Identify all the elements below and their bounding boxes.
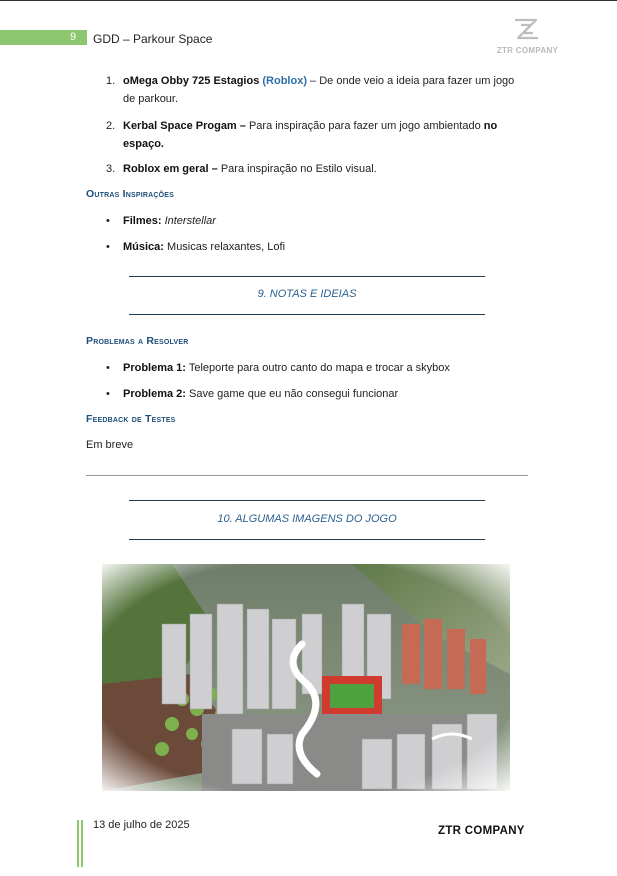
section-rule-top <box>129 276 485 277</box>
feedback-text: Em breve <box>86 439 134 451</box>
list-item-bold: oMega Obby 725 Estagios <box>123 75 260 87</box>
item-value: Teleporte para outro canto do mapa e trocar a skybox <box>188 362 450 374</box>
list-item <box>106 160 526 178</box>
section-rule-bottom <box>129 314 485 315</box>
top-rule <box>0 0 617 1</box>
page-number: 9 <box>70 31 77 43</box>
ztr-logo-icon <box>490 16 565 46</box>
item-value: Interstellar <box>164 215 216 227</box>
logo-text: ZTR COMPANY <box>496 46 559 55</box>
list-item-rest: Para inspiração no Estilo visual. <box>217 163 377 175</box>
roblox-link[interactable]: (Roblox) <box>262 75 307 87</box>
footer-company: ZTR COMPANY <box>438 825 525 837</box>
bullet-icon: • <box>106 362 110 374</box>
bullet-icon: • <box>106 241 110 253</box>
list-item-rest: Para inspiração para fazer um jogo ambientado <box>245 120 484 132</box>
feedback-heading: Feedback de Testes <box>86 413 176 425</box>
list-item-text <box>123 72 528 108</box>
company-logo <box>490 16 565 60</box>
item-label: Filmes: <box>123 215 162 227</box>
list-item <box>106 72 526 108</box>
item-label: Música: <box>123 241 164 253</box>
section-9-title: 9. NOTAS E IDEIAS <box>257 288 357 300</box>
list-item-text <box>123 117 528 153</box>
list-item-rest: – De onde veio a ideia para fazer um jogo de parkour. <box>123 75 515 105</box>
list-number: 3. <box>106 163 116 175</box>
item-value: Save game que eu não consegui funcionar <box>189 388 399 400</box>
list-item-bold: Roblox em geral – <box>123 163 218 175</box>
footer-date: 13 de julho de 2025 <box>93 819 190 831</box>
footer-accent-bars <box>77 820 85 867</box>
bullet-icon: • <box>106 388 110 400</box>
section-rule-bottom <box>129 539 485 540</box>
list-item-text <box>123 160 528 178</box>
list-item <box>106 117 526 153</box>
problemas-heading: Problemas a Resolver <box>86 335 189 347</box>
section-rule-top <box>129 500 485 501</box>
game-screenshot <box>102 564 510 791</box>
item-value: Musicas relaxantes, Lofi <box>167 241 286 253</box>
list-number: 2. <box>106 120 116 132</box>
list-item-bold-end: no espaço. <box>123 120 498 150</box>
bullet-icon: • <box>106 215 110 227</box>
item-label: Problema 2: <box>123 388 186 400</box>
document-title: GDD – Parkour Space <box>93 32 213 46</box>
section-10-title: 10. ALGUMAS IMAGENS DO JOGO <box>217 513 397 525</box>
section-divider <box>86 475 528 476</box>
list-number: 1. <box>106 75 116 87</box>
outras-heading: Outras Inspirações <box>86 188 174 200</box>
item-label: Problema 1: <box>123 362 186 374</box>
list-item-bold: Kerbal Space Progam – <box>123 120 246 132</box>
